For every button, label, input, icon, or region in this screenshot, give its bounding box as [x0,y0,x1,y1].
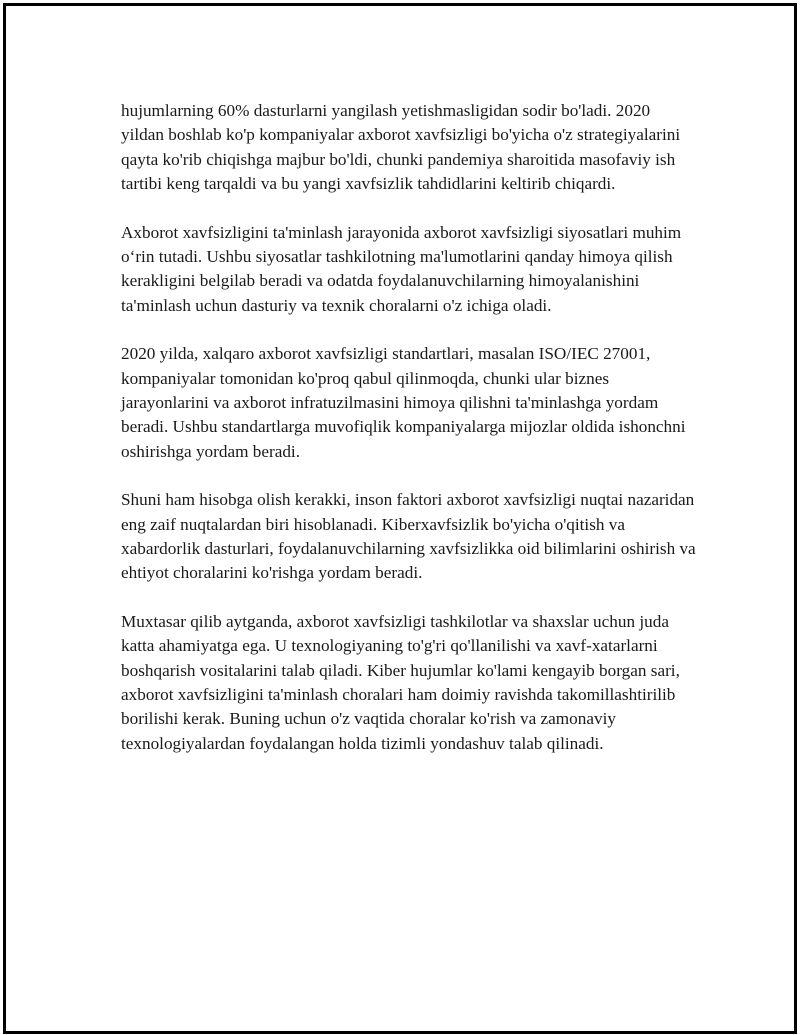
paragraph-5: Muxtasar qilib aytganda, axborot xavfsizligi tashkilotlar va shaxslar uchun juda katta ahamiyatga ega. U texnologiyaning to'g'ri qo'llanilishi va xavf-xatarlarni boshqarish vositalarini talab qiladi. Kiber hujumlar ko'lami kengayib borgan sari, axborot xavfsizligini ta'minlash choralari ham doimiy ravishda takomillashtirilib borilishi kerak. Buning uchun o'z vaqtida choralar ko'rish va zamonaviy texnologiyalardan foydalangan holda tizimli yondashuv talab qilinadi. [121,612,680,753]
paragraph-4: Shuni ham hisobga olish kerakki, inson faktori axborot xavfsizligi nuqtai nazaridan eng zaif nuqtalardan biri hisoblanadi. Kiberxavfsizlik bo'yicha o'qitish va xabardorlik dasturlari, foydalanuvchilarning xavfsizlikka oid bilimlarini oshirish va ehtiyot choralarini ko'rishga yordam beradi. [121,490,696,583]
paragraph-2: Axborot xavfsizligini ta'minlash jarayonida axborot xavfsizligi siyosatlari muhim oʻrin tutadi. Ushbu siyosatlar tashkilotning ma'lumotlarini qanday himoya qilish kerakligini belgilab beradi va odatda foydalanuvchilarning himoyalanishini ta'minlash uchun dasturiy va texnik choralarni o'z ichiga oladi. [121,222,682,315]
page-frame [3,3,797,1034]
paragraph-1: hujumlarning 60% dasturlarni yangilash yetishmasligidan sodir bo'ladi. 2020 yildan boshlab ko'p kompaniyalar axborot xavfsizligi bo'yicha o'z strategiyalarini qayta ko'rib chiqishga majbur bo'ldi, chunki pandemiya sharoitida masofaviy ish tartibi keng tarqaldi va bu yangi xavfsizlik tahdidlarini keltirib chiqardi. [121,101,681,193]
document-body [121,99,696,780]
paragraph-3: 2020 yilda, xalqaro axborot xavfsizligi standartlari, masalan ISO/IEC 27001, kompaniyalar tomonidan ko'proq qabul qilinmoqda, chunki ular biznes jarayonlarini va axborot infratuzilmasini himoya qilishni ta'minlashga yordam beradi. Ushbu standartlarga muvofiqlik kompaniyalarga mijozlar oldida ishonchni oshirishga yordam beradi. [121,344,686,461]
